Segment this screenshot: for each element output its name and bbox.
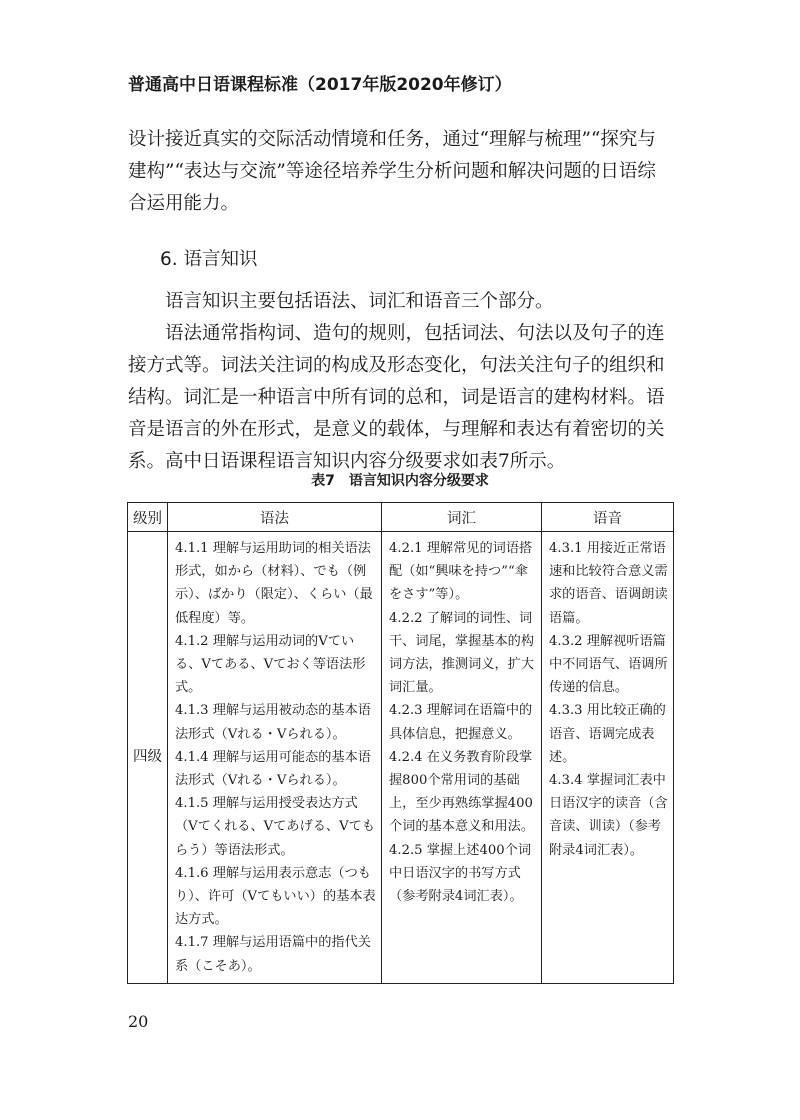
grammar-item: 4.1.1 理解与运用助词的相关语法形式，如から（材料）、でも（例示）、ばかり（限定）、くらい（最低程度）等。 bbox=[175, 541, 373, 626]
phonetics-cell bbox=[542, 532, 674, 984]
header-level: 级别 bbox=[128, 503, 168, 532]
section-paragraph: 语法通常指构词、造句的规则，包括词法、句法以及句子的连接方式等。词法关注词的构成及形态变化，句法关注句子的组织和结构。词汇是一种语言中所有词的总和，词是语言的建构材料。语音是语言的外在形式，是意义的载体，与理解和表达有着密切的关系。高中日语课程语言知识内容分级要求如表7所示。 bbox=[128, 323, 665, 472]
grammar-item: 4.1.2 理解与运用动词的Vている、Vてある、Vておく等语法形式。 bbox=[175, 633, 366, 696]
vocabulary-item: 4.2.3 理解词在语篇中的具体信息，把握意义。 bbox=[389, 703, 533, 742]
grammar-item: 4.1.5 理解与运用授受表达方式（Vてくれる、Vてあげる、Vてもらう）等语法形式。 bbox=[175, 796, 376, 858]
language-knowledge-table bbox=[127, 502, 674, 984]
grammar-item: 4.1.3 理解与运用被动态的基本语法形式（Vれる・Vられる）。 bbox=[175, 703, 371, 742]
table-caption: 表7 语言知识内容分级要求 bbox=[311, 473, 489, 489]
grammar-item: 4.1.4 理解与运用可能态的基本语法形式（Vれる・Vられる）。 bbox=[175, 749, 371, 789]
phonetics-item: 4.3.1 用接近正常语速和比较符合意义需求的语音、语调朗读语篇。 bbox=[549, 541, 668, 626]
vocabulary-cell bbox=[382, 532, 542, 984]
running-header: 普通高中日语课程标准（2017年版2020年修订） bbox=[128, 75, 512, 95]
header-vocabulary: 词汇 bbox=[382, 503, 542, 532]
table-row bbox=[128, 532, 674, 984]
phonetics-item: 4.3.4 掌握词汇表中日语汉字的读音（含音读、训读）（参考附录4词汇表）。 bbox=[549, 773, 668, 858]
header-grammar: 语法 bbox=[168, 503, 382, 532]
section-heading: 6. 语言知识 bbox=[160, 249, 258, 270]
vocabulary-item: 4.2.5 掌握上述400个词中日语汉字的书写方式（参考附录4词汇表）。 bbox=[389, 842, 532, 905]
vocabulary-item: 4.2.2 了解词的词性、词干、词尾，掌握基本的构词方法，推测词义，扩大词汇量。 bbox=[389, 610, 535, 696]
header-phonetics: 语音 bbox=[542, 503, 674, 532]
phonetics-item: 4.3.2 理解视听语篇中不同语气、语调所传递的信息。 bbox=[549, 633, 668, 696]
page-number: 20 bbox=[128, 1012, 149, 1031]
table-header-row bbox=[128, 503, 674, 532]
vocabulary-item: 4.2.1 理解常见的词语搭配（如“興味を持つ”“傘をさす”等）。 bbox=[389, 541, 533, 603]
grammar-item: 4.1.6 理解与运用表示意志（つもり）、许可（Vてもいい）的基本表达方式。 bbox=[175, 865, 376, 928]
level-cell: 四级 bbox=[128, 532, 168, 984]
section-paragraph: 语言知识主要包括语法、词汇和语音三个部分。 bbox=[165, 291, 554, 312]
phonetics-item: 4.3.3 用比较正确的语音、语调完成表述。 bbox=[549, 703, 666, 765]
vocabulary-item: 4.2.4 在义务教育阶段掌握800个常用词的基础上，至少再熟练掌握400个词的基本意义和用法。 bbox=[389, 749, 535, 835]
intro-paragraph: 设计接近真实的交际活动情境和任务，通过“理解与梳理”“探究与建构”“表达与交流”等途径培养学生分析问题和解决问题的日语综合运用能力。 bbox=[128, 129, 656, 214]
grammar-cell bbox=[168, 532, 382, 984]
grammar-item: 4.1.7 理解与运用语篇中的指代关系（こそあ）。 bbox=[175, 935, 371, 974]
